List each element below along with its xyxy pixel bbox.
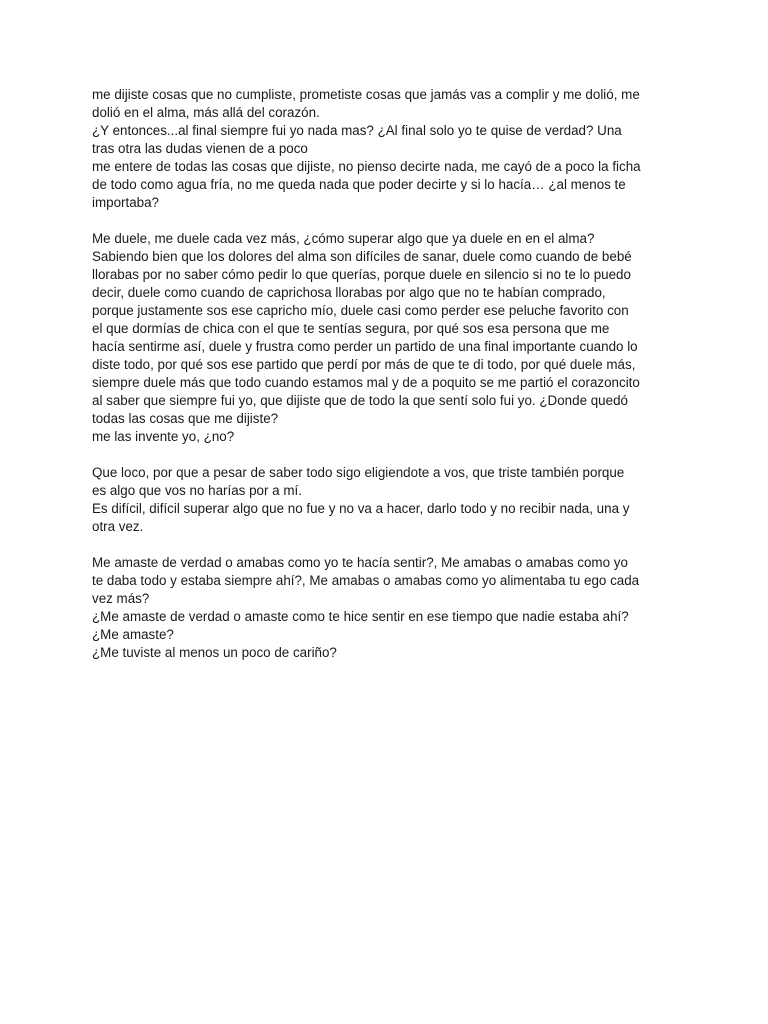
- text-line: te daba todo y estaba siempre ahí?, Me amabas o amabas como yo alimentaba tu ego cada: [92, 573, 640, 588]
- paragraph-1: [92, 86, 682, 212]
- text-line: al saber que siempre fui yo, que dijiste que de todo la que sentí solo fui yo. ¿Donde quedó: [92, 393, 628, 408]
- text-line: hacía sentirme así, duele y frustra como perder un partido de una final importante cuando lo: [92, 339, 638, 354]
- text-line: ¿Me amaste?: [92, 627, 174, 642]
- text-line: Es difícil, difícil superar algo que no fue y no va a hacer, darlo todo y no recibir nada, una y: [92, 501, 630, 516]
- text-line: ¿Y entonces...al final siempre fui yo nada mas? ¿Al final solo yo te quise de verdad? Una: [92, 123, 622, 138]
- text-line: decir, duele como cuando de caprichosa llorabas por algo que no te habían comprado,: [92, 285, 606, 300]
- text-line: me las invente yo, ¿no?: [92, 429, 235, 444]
- text-line: ¿Me tuviste al menos un poco de cariño?: [92, 645, 337, 660]
- text-line: llorabas por no saber cómo pedir lo que querías, porque duele en silencio si no te lo puedo: [92, 267, 631, 282]
- text-line: Que loco, por que a pesar de saber todo sigo eligiendote a vos, que triste también porque: [92, 465, 625, 480]
- text-line: tras otra las dudas vienen de a poco: [92, 141, 308, 156]
- text-line: todas las cosas que me dijiste?: [92, 411, 279, 426]
- text-line: el que dormías de chica con el que te sentías segura, por qué sos esa persona que me: [92, 321, 610, 336]
- text-line: Sabiendo bien que los dolores del alma son difíciles de sanar, duele como cuando de bebé: [92, 249, 632, 264]
- text-line: me dijiste cosas que no cumpliste, prometiste cosas que jamás vas a complir y me dolió, me: [92, 87, 640, 102]
- document-page: [92, 86, 682, 680]
- text-line: dolió en el alma, más allá del corazón.: [92, 105, 320, 120]
- paragraph-2: [92, 230, 682, 446]
- text-line: ¿Me amaste de verdad o amaste como te hice sentir en ese tiempo que nadie estaba ahí?: [92, 609, 629, 624]
- paragraph-4: [92, 554, 682, 662]
- text-line: diste todo, por qué sos ese partido que perdí por más de que te di todo, por qué duele más,: [92, 357, 636, 372]
- text-line: es algo que vos no harías por a mí.: [92, 483, 302, 498]
- text-line: importaba?: [92, 195, 159, 210]
- text-line: Me amaste de verdad o amabas como yo te hacía sentir?, Me amabas o amabas como yo: [92, 555, 628, 570]
- paragraph-3: [92, 464, 682, 536]
- text-line: vez más?: [92, 591, 150, 606]
- text-line: siempre duele más que todo cuando estamos mal y de a poquito se me partió el corazoncito: [92, 375, 640, 390]
- text-line: me entere de todas las cosas que dijiste, no pienso decirte nada, me cayó de a poco la ficha: [92, 159, 641, 174]
- text-line: Me duele, me duele cada vez más, ¿cómo superar algo que ya duele en en el alma?: [92, 231, 595, 246]
- text-line: de todo como agua fría, no me queda nada que poder decirte y si lo hacía… ¿al menos te: [92, 177, 626, 192]
- text-line: otra vez.: [92, 519, 144, 534]
- text-line: porque justamente sos ese capricho mío, duele casi como perder ese peluche favorito con: [92, 303, 629, 318]
